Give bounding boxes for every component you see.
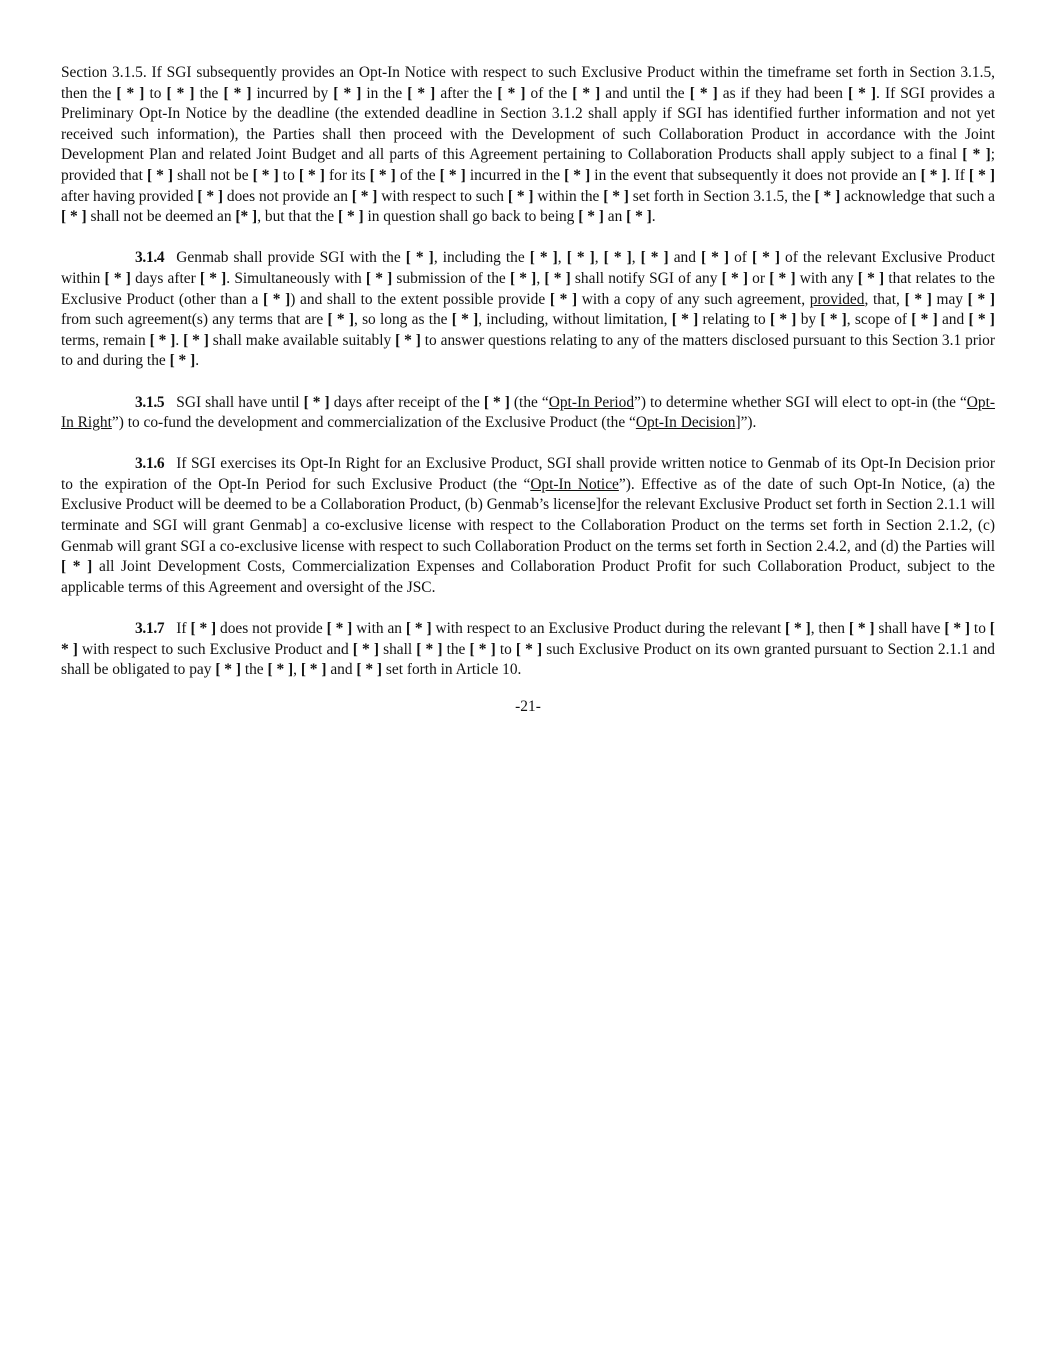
text-run: . xyxy=(651,208,656,226)
text-run: ”) to determine whether SGI will elect to opt-in (the “ xyxy=(634,393,967,411)
redaction-mark: [ * ] xyxy=(820,311,847,329)
text-run: an xyxy=(603,208,627,226)
text-run: to xyxy=(970,620,990,638)
text-run: after having provided xyxy=(61,187,198,205)
redaction-mark: [ * ] xyxy=(298,166,325,184)
text-run: the xyxy=(442,640,470,658)
section-3-1-4 xyxy=(61,248,995,372)
redaction-mark: [ * ] xyxy=(784,620,811,638)
text-run: , xyxy=(594,249,604,267)
text-run: . xyxy=(195,352,200,370)
text-run: after the xyxy=(435,84,498,102)
text-run: may xyxy=(931,290,968,308)
section-3-1-7 xyxy=(61,619,995,681)
text-run: with respect to such xyxy=(377,187,508,205)
redaction-mark: [ * ] xyxy=(944,620,971,638)
redaction-mark: [ * ] xyxy=(515,640,543,658)
text-run: such Exclusive Product on its own granted pursuant to Section 2.1.1 and shall be obligated to pay xyxy=(61,640,995,679)
text-run: and xyxy=(937,311,969,329)
text-run: as if they had been xyxy=(717,84,848,102)
text-run: Section 3.1.5. If SGI subsequently provides an Opt-In Notice with respect to such Exclusive Product within the timeframe set forth in Section 3.1.5, then the xyxy=(61,64,995,102)
redaction-mark: [ * ] xyxy=(848,620,875,638)
text-run: that relates to the Exclusive Product (other than a xyxy=(61,269,995,308)
document-body xyxy=(61,63,995,681)
redaction-mark: [ * ] xyxy=(968,311,995,329)
redaction-mark: [ * ] xyxy=(416,640,443,658)
redaction-mark: [ * ] xyxy=(252,166,279,184)
text-run: with a copy of any such agreement, xyxy=(577,290,810,308)
text-run: ”) to co-fund the development and commercialization of the Exclusive Product (the “ xyxy=(111,414,636,432)
text-run: relating to xyxy=(698,311,770,329)
redaction-mark: [ * ] xyxy=(857,269,885,287)
text-run: and until the xyxy=(600,84,690,102)
defined-term: provided xyxy=(809,290,865,308)
paragraph-continuation xyxy=(61,63,995,228)
text-run: shall have xyxy=(874,620,945,638)
defined-term: Opt-In Decision xyxy=(635,414,736,432)
text-run: incurred in the xyxy=(465,166,565,184)
text-run: , scope of xyxy=(846,311,912,329)
redaction-mark: [ * ] xyxy=(326,620,353,638)
text-run: set forth in Section 3.1.5, the xyxy=(628,187,815,205)
redaction-mark: [ * ] xyxy=(104,269,131,287)
redaction-mark: [ * ] xyxy=(356,661,383,679)
text-run: Genmab shall provide SGI with the xyxy=(176,249,406,267)
text-run: , xyxy=(536,269,545,287)
redaction-mark: [ * ] xyxy=(61,558,93,576)
text-run: all Joint Development Costs, Commercialization Expenses and Collaboration Product Profit for such Collaboration Product, subject to the applicable terms of this Agreement and oversight of the JSC. xyxy=(61,558,995,596)
document-page xyxy=(61,63,995,718)
redaction-mark: [ * ] xyxy=(700,249,730,267)
redaction-mark: [ * ] xyxy=(116,84,145,102)
text-run: of the xyxy=(395,166,440,184)
text-run: of xyxy=(729,249,752,267)
redaction-mark: [ * ] xyxy=(564,166,591,184)
text-run: ) and shall to the extent possible provide xyxy=(290,290,550,308)
text-run: to answer questions relating to any of the matters disclosed pursuant to this Section 3.1 prior to and during the xyxy=(61,331,995,370)
redaction-mark: [ * ] xyxy=(920,166,947,184)
redaction-mark: [ * ] xyxy=(407,84,436,102)
redaction-mark: [ * ] xyxy=(337,208,364,226)
redaction-mark: [ * ] xyxy=(549,290,578,308)
redaction-mark: [ * ] xyxy=(197,187,224,205)
text-run: to xyxy=(495,640,516,658)
redaction-mark: [ * ] xyxy=(166,84,195,102)
text-run: , but that the xyxy=(257,208,338,226)
redaction-mark: [ * ] xyxy=(848,84,877,102)
redaction-mark: [ * ] xyxy=(267,661,294,679)
redaction-mark: [ * ] xyxy=(603,249,632,267)
redaction-mark: [ * ] xyxy=(509,269,537,287)
redaction-mark: [ * ] xyxy=(149,331,176,349)
redaction-mark: [ * ] xyxy=(904,290,932,308)
redaction-mark: [ * ] xyxy=(183,331,209,349)
text-run: , xyxy=(557,249,567,267)
section-number: 3.1.4 xyxy=(135,249,165,267)
text-run: to xyxy=(144,84,167,102)
text-run: acknowledge that such a xyxy=(840,187,995,205)
text-run: shall not be xyxy=(173,166,253,184)
redaction-mark: [ * ] xyxy=(483,393,510,411)
redaction-mark: [ * ] xyxy=(369,166,396,184)
text-run: , including, without limitation, xyxy=(478,311,672,329)
text-run: . If xyxy=(946,166,969,184)
text-run: shall make available suitably xyxy=(208,331,396,349)
redaction-mark: [ * ] xyxy=(529,249,558,267)
text-run: . Simultaneously with xyxy=(226,269,366,287)
text-run: with an xyxy=(352,620,406,638)
defined-term: Opt-In Right xyxy=(61,393,995,432)
section-3-1-6 xyxy=(61,454,995,598)
redaction-mark: [ * ] xyxy=(626,208,652,226)
redaction-mark: [ * ] xyxy=(223,84,252,102)
redaction-mark: [ * ] xyxy=(578,208,604,226)
text-run: ]”). xyxy=(735,414,757,432)
text-run: , xyxy=(293,661,301,679)
text-run: (the “ xyxy=(509,393,549,411)
redaction-mark: [ * ] xyxy=(911,311,938,329)
redaction-mark: [ * ] xyxy=(640,249,669,267)
text-run: incurred by xyxy=(251,84,334,102)
text-run: does not provide xyxy=(216,620,327,638)
redaction-mark: [ * ] xyxy=(61,620,995,658)
redaction-mark: [ * ] xyxy=(327,311,354,329)
redaction-mark: [ * ] xyxy=(333,84,362,102)
redaction-mark: [ * ] xyxy=(769,269,796,287)
text-run: of the xyxy=(525,84,573,102)
redaction-mark: [ * ] xyxy=(365,269,393,287)
redaction-mark: [ * ] xyxy=(814,187,841,205)
text-run: and xyxy=(668,249,701,267)
text-run: If xyxy=(176,620,191,638)
redaction-mark: [ * ] xyxy=(215,661,241,679)
text-run: with respect to an Exclusive Product during the relevant xyxy=(431,620,785,638)
defined-term: Opt-In Period xyxy=(548,393,635,411)
text-run: , xyxy=(631,249,641,267)
text-run: shall xyxy=(378,640,417,658)
text-run: shall not be deemed an xyxy=(86,208,236,226)
redaction-mark: [ * ] xyxy=(351,187,378,205)
text-run: shall notify SGI of any xyxy=(570,269,722,287)
redaction-mark: [ * ] xyxy=(671,311,699,329)
redaction-mark: [ * ] xyxy=(721,269,748,287)
page-number: -21- xyxy=(515,698,541,716)
redaction-mark: [ * ] xyxy=(190,620,217,638)
redaction-mark: [ * ] xyxy=(405,249,434,267)
redaction-mark: [ * ] xyxy=(300,661,327,679)
section-number: 3.1.7 xyxy=(135,620,165,638)
section-number: 3.1.6 xyxy=(135,455,165,473)
text-run: the xyxy=(240,661,268,679)
redaction-mark: [ * ] xyxy=(967,290,995,308)
redaction-mark: [ * ] xyxy=(169,352,196,370)
text-run: If SGI exercises its Opt-In Right for an Exclusive Product, SGI shall provide written notice to Genmab of its Opt-In Decision prior to the expiration of the Opt-In Period for such Exclusive Product (the “ xyxy=(61,455,995,493)
redaction-mark: [ * ] xyxy=(769,311,797,329)
section-number: 3.1.5 xyxy=(135,393,165,411)
text-run: days after receipt of the xyxy=(329,393,484,411)
text-run: . xyxy=(175,331,184,349)
redaction-mark: [ * ] xyxy=(303,393,330,411)
text-run: SGI shall have until xyxy=(176,393,304,411)
text-run: ; provided that xyxy=(61,146,995,184)
defined-term: Opt-In Notice xyxy=(530,475,619,493)
text-run: does not provide an xyxy=(223,187,352,205)
redaction-mark: [ * ] xyxy=(566,249,595,267)
text-run: , so long as the xyxy=(353,311,452,329)
text-run: in question shall go back to being xyxy=(363,208,579,226)
redaction-mark: [ * ] xyxy=(262,290,291,308)
redaction-mark: [ * ] xyxy=(751,249,780,267)
redaction-mark: [ * ] xyxy=(962,146,991,164)
redaction-mark: [ * ] xyxy=(61,208,87,226)
text-run: within the xyxy=(533,187,604,205)
text-run: from such agreement(s) any terms that are xyxy=(61,311,328,329)
text-run: to xyxy=(278,166,299,184)
text-run: or xyxy=(747,269,770,287)
redaction-mark: [ * ] xyxy=(507,187,534,205)
text-run: of the relevant Exclusive Product within xyxy=(61,249,995,287)
text-run: ”). Effective as of the date of such Opt-In Notice, (a) the Exclusive Product will be deemed to be a Collaboration Product, (b) Genmab’s license]for the relevant Exclusive Product set forth in Section 2.1.1 will terminate and SGI will grant Genmab] a co-exclusive license with respect to the Collaboration Product on the terms set forth in Section 2.1.2, (c) Genmab will grant SGI a co-exclusive license with respect to such Collaboration Product on the terms set forth in Section 2.4.2, and (d) the Parties will xyxy=(61,475,996,555)
redaction-mark: [ * ] xyxy=(352,640,379,658)
text-run: , then xyxy=(810,620,849,638)
section-3-1-5 xyxy=(61,393,995,434)
text-run: , that, xyxy=(864,290,905,308)
text-run: and xyxy=(326,661,357,679)
text-run: with respect to such Exclusive Product and xyxy=(77,640,353,658)
text-run: by xyxy=(796,311,821,329)
redaction-mark: [ * ] xyxy=(497,84,526,102)
redaction-mark: [ * ] xyxy=(689,84,718,102)
text-run: , including the xyxy=(433,249,530,267)
redaction-mark: [ * ] xyxy=(199,269,227,287)
redaction-mark: [ * ] xyxy=(469,640,496,658)
redaction-mark: [ * ] xyxy=(439,166,466,184)
redaction-mark: [ * ] xyxy=(603,187,629,205)
text-run: set forth in Article 10. xyxy=(382,661,522,679)
redaction-mark: [ * ] xyxy=(968,166,996,184)
text-run: in the xyxy=(361,84,408,102)
text-run: terms, remain xyxy=(61,331,150,349)
redaction-mark: [ * ] xyxy=(395,331,421,349)
text-run: with any xyxy=(795,269,858,287)
text-run: for its xyxy=(324,166,370,184)
redaction-mark: [ * ] xyxy=(572,84,601,102)
text-run: . If SGI provides a Preliminary Opt-In Notice by the deadline (the extended deadline in Section 3.1.2 shall apply if SGI has identified further information and not yet received such information), the Parties shall then proceed with the Development of such Collaboration Product in accordance with the Joint Development Plan and related Joint Budget and all parts of this Agreement pertaining to Collaboration Products shall apply subject to a final xyxy=(61,84,995,164)
redaction-mark: [ * ] xyxy=(544,269,571,287)
redaction-mark: [ * ] xyxy=(146,166,174,184)
redaction-mark: [ * ] xyxy=(405,620,432,638)
redaction-mark: [* ] xyxy=(235,208,258,226)
redaction-mark: [ * ] xyxy=(451,311,479,329)
text-run: days after xyxy=(130,269,200,287)
text-run: submission of the xyxy=(392,269,510,287)
text-run: in the event that subsequently it does not provide an xyxy=(590,166,921,184)
text-run: the xyxy=(194,84,224,102)
